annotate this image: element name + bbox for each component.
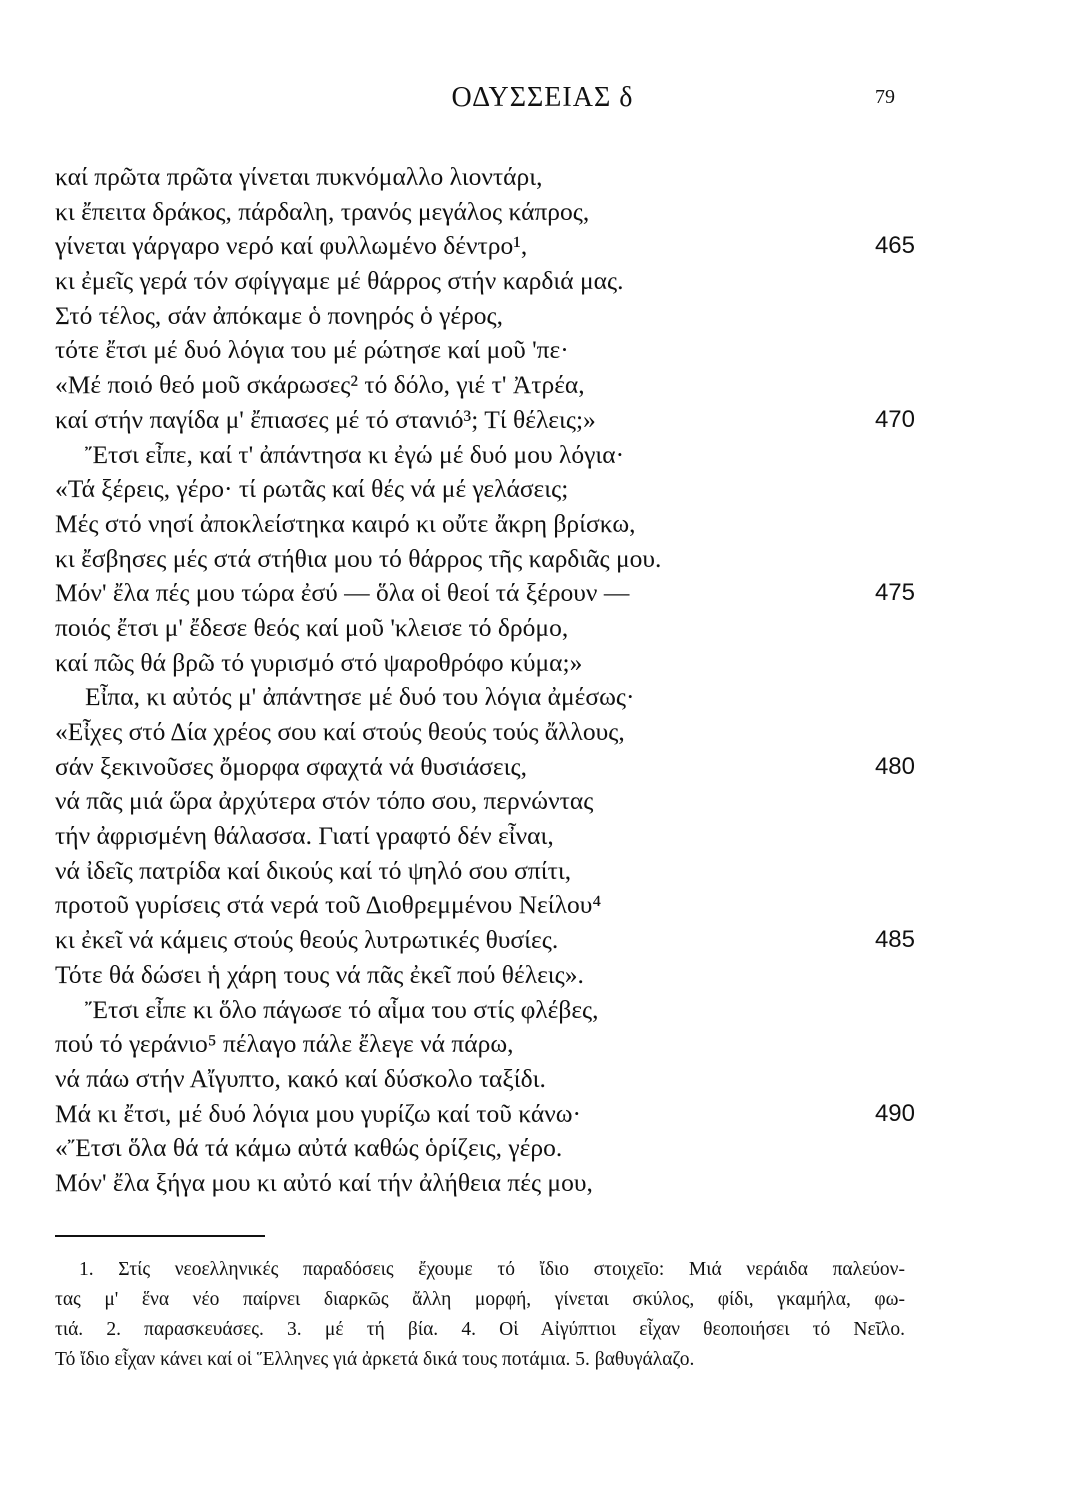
verse-line	[55, 715, 915, 750]
verse-text: καί στήν παγίδα μ' ἔπιασες μέ τό στανιό³; Τί θέλεις;»	[55, 404, 596, 434]
verse-line	[55, 195, 915, 230]
verse-line	[55, 438, 915, 473]
verse-line	[55, 646, 915, 681]
verse-text: ποιός ἔτσι μ' ἔδεσε θεός καί μοῦ 'κλεισε τό δρόμο,	[55, 612, 569, 642]
footnote-line: 1. Στίς νεοελληνικές παραδόσεις ἔχουμε τό ἴδιο στοιχεῖο: Μιά νεράιδα παλεύον-	[79, 1259, 905, 1280]
verse-text: νά πᾶς μιά ὥρα ἀρχύτερα στόν τόπο σου, περνώντας	[55, 786, 594, 816]
verse-text: «Τά ξέρεις, γέρο· τί ρωτᾶς καί θές νά μέ γελάσεις;	[55, 474, 569, 504]
verse-text: «Μέ ποιό θεό μοῦ σκάρωσες² τό δόλο, γιέ τ' Ἀτρέα,	[55, 370, 585, 400]
verse-text: «Ἔτσι ὅλα θά τά κάμω αὐτά καθώς ὁρίζεις, γέρο.	[55, 1133, 563, 1163]
line-number: 480	[874, 752, 915, 780]
verse-text: κι ἔσβησες μές στά στήθια μου τό θάρρος τῆς καρδιᾶς μου.	[55, 543, 662, 573]
verse-line	[55, 1027, 915, 1062]
footnote-line: Τό ἴδιο εἶχαν κάνει καί οἱ Ἕλληνες γιά ἀρκετά δικά τους ποτάμια. 5. βαθυγάλαζο.	[55, 1349, 695, 1370]
verse-text: Μά κι ἔτσι, μέ δυό λόγια μου γυρίζω καί τοῦ κάνω·	[55, 1098, 582, 1128]
verse-line	[55, 784, 915, 819]
verse-text: τήν ἀφρισμένη θάλασσα. Γιατί γραφτό δέν εἶναι,	[55, 821, 554, 851]
verse-line	[55, 819, 915, 854]
verse-line	[55, 576, 915, 611]
verse-text: κι ἐμεῖς γερά τόν σφίγγαμε μέ θάρρος στήν καρδιά μας.	[55, 266, 624, 296]
line-number: 475	[874, 579, 915, 607]
verse-line	[55, 611, 915, 646]
verse-text: νά πάω στήν Αἴγυπτο, κακό καί δύσκολο ταξίδι.	[55, 1063, 546, 1093]
running-title: ΟΔΥΣΣΕΙΑΣ δ	[451, 82, 634, 113]
verse-line	[55, 888, 915, 923]
verse-line	[55, 472, 915, 507]
verse-text: πού τό γεράνιο⁵ πέλαγο πάλε ἔλεγε νά πάρω,	[55, 1029, 514, 1059]
verse-line	[55, 1131, 915, 1166]
verse-text: Ἔτσι εἶπε κι ὅλο πάγωσε τό αἷμα του στίς φλέβες,	[85, 994, 599, 1024]
verse-text: γίνεται γάργαρο νερό καί φυλλωμένο δέντρο¹,	[55, 231, 528, 261]
verse-line	[55, 333, 915, 368]
verse-text: Μές στό νησί ἀποκλείστηκα καιρό κι οὔτε ἄκρη βρίσκω,	[55, 508, 636, 538]
verse-text: Μόν' ἔλα ξήγα μου κι αὐτό καί τήν ἀλήθεια πές μου,	[55, 1167, 593, 1197]
verse-text: κι ἔπειτα δράκος, πάρδαλη, τρανός μεγάλος κάπρος,	[55, 196, 590, 226]
verse-line	[55, 299, 915, 334]
verse-line	[55, 507, 915, 542]
verse-line	[55, 264, 915, 299]
line-number: 470	[874, 405, 915, 433]
verse-line	[55, 160, 915, 195]
verse-line	[55, 229, 915, 264]
line-number: 490	[874, 1099, 915, 1127]
verse-text: Ἔτσι εἶπε, καί τ' ἀπάντησα κι ἐγώ μέ δυό μου λόγια·	[85, 439, 625, 469]
verse-text: σάν ξεκινοῦσες ὄμορφα σφαχτά νά θυσιάσεις,	[55, 751, 527, 781]
verse-text: Μόν' ἔλα πές μου τώρα ἐσύ — ὅλα οἱ θεοί τά ξέρουν —	[55, 578, 630, 608]
verse-text: καί πρῶτα πρῶτα γίνεται πυκνόμαλλο λιοντάρι,	[55, 162, 543, 191]
verse-text: προτοῦ γυρίσεις στά νερά τοῦ Διοθρεμμένου Νείλου⁴	[55, 890, 602, 920]
verse-text: κι ἐκεῖ νά κάμεις στούς θεούς λυτρωτικές θυσίες.	[55, 925, 559, 955]
verse-line	[55, 403, 915, 438]
verse-block	[55, 160, 915, 1201]
verse-text: τότε ἔτσι μέ δυό λόγια του μέ ρώτησε καί μοῦ 'πε·	[55, 335, 569, 365]
footnote-line: τας μ' ἕνα νέο παίρνει διαρκῶς ἄλλη μορφή, γίνεται σκύλος, φίδι, γκαμήλα, φω-	[55, 1289, 905, 1310]
line-number: 465	[874, 232, 915, 260]
footnote-line: τιά. 2. παρασκευάσες. 3. μέ τή βία. 4. Οἱ Αἰγύπτιοι εἶχαν θεοποιήσει τό Νεῖλο.	[55, 1319, 905, 1340]
line-number: 485	[874, 926, 915, 954]
verse-line	[55, 542, 915, 577]
verse-text: καί πῶς θά βρῶ τό γυρισμό στό ψαροθρόφο κύμα;»	[55, 647, 583, 677]
footnote-rule	[55, 1235, 265, 1237]
verse-text: Τότε θά δώσει ἡ χάρη τους νά πᾶς ἐκεῖ πού θέλεις».	[55, 959, 584, 989]
verse-line	[55, 750, 915, 785]
verse-line	[55, 1097, 915, 1132]
verse-line	[55, 854, 915, 889]
verse-line	[55, 1062, 915, 1097]
verse-line	[55, 368, 915, 403]
verse-line	[55, 1166, 915, 1201]
verse-text: Εἶπα, κι αὐτός μ' ἀπάντησε μέ δυό του λόγια ἀμέσως·	[85, 682, 635, 712]
verse-text: Στό τέλος, σάν ἀπόκαμε ὁ πονηρός ὁ γέρος,	[55, 300, 504, 330]
verse-line	[55, 923, 915, 958]
verse-line	[55, 993, 915, 1028]
verse-text: «Εἶχες στό Δία χρέος σου καί στούς θεούς τούς ἄλλους,	[55, 717, 625, 746]
verse-text: νά ἰδεῖς πατρίδα καί δικούς καί τό ψηλό σου σπίτι,	[55, 855, 572, 885]
verse-line	[55, 958, 915, 993]
footnote-block	[55, 1255, 905, 1375]
page-number: 79	[875, 86, 895, 108]
verse-line	[55, 680, 915, 715]
